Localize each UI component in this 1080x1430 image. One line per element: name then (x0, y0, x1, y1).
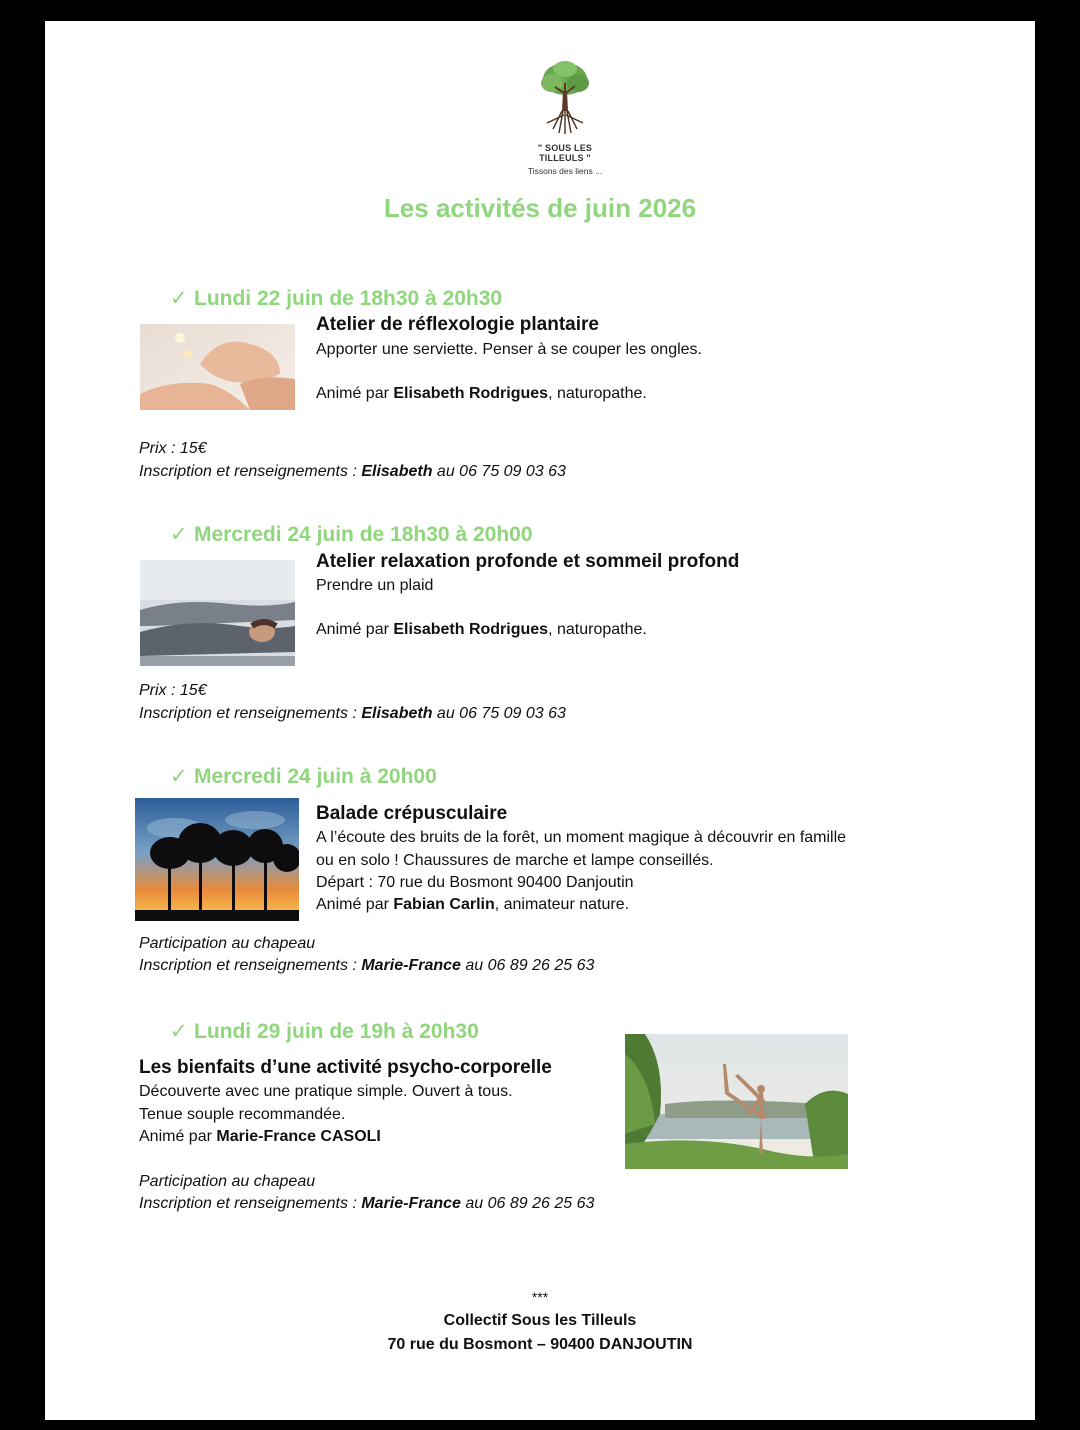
activity-title: Balade crépusculaire (316, 803, 508, 824)
activity-price: Prix : 15€ (139, 682, 207, 699)
activity-description: Apporter une serviette. Penser à se couper les ongles. (316, 341, 702, 358)
event-date: ✓ Mercredi 24 juin de 18h30 à 20h00 (170, 523, 533, 546)
event-date: ✓ Mercredi 24 juin à 20h00 (170, 765, 437, 788)
activity-departure: Départ : 70 rue du Bosmont 90400 Danjoutin (316, 874, 634, 891)
host-name: Marie-France CASOLI (216, 1128, 381, 1145)
sunset-forest-photo (135, 798, 299, 921)
activity-contact: Inscription et renseignements : Marie-France au 06 89 26 25 63 (139, 1195, 595, 1212)
activity-contact: Inscription et renseignements : Elisabeth au 06 75 09 03 63 (139, 705, 566, 722)
host-name: Elisabeth Rodrigues (393, 621, 549, 638)
activity-price: Participation au chapeau (139, 1173, 316, 1190)
contact-name: Marie-France (361, 957, 461, 974)
activity-description-line: Tenue souple recommandée. (139, 1106, 346, 1123)
reflexology-photo (140, 324, 295, 410)
tree-logo-icon (535, 59, 595, 135)
yoga-photo (625, 1034, 848, 1169)
activity-description-line: ou en solo ! Chaussures de marche et lampe conseillés. (316, 852, 714, 869)
activity-contact: Inscription et renseignements : Elisabeth au 06 75 09 03 63 (139, 463, 566, 480)
checkmark-icon: ✓ (170, 765, 188, 788)
relaxation-photo (140, 560, 295, 666)
activity-description-line: A l’écoute des bruits de la forêt, un moment magique à découvrir en famille (316, 829, 847, 846)
logo (515, 59, 615, 176)
checkmark-icon: ✓ (170, 523, 188, 546)
checkmark-icon: ✓ (170, 287, 188, 310)
footer-separator: *** (531, 1289, 549, 1305)
logo-name: " SOUS LES TILLEULS " (537, 143, 593, 163)
host-name: Elisabeth Rodrigues (393, 385, 549, 402)
activity-price: Prix : 15€ (139, 440, 207, 457)
event-date: ✓ Lundi 29 juin de 19h à 20h30 (170, 1020, 479, 1043)
activity-description-line: Découverte avec une pratique simple. Ouvert à tous. (139, 1083, 513, 1100)
logo-tagline: Tissons des liens ... (527, 166, 603, 176)
contact-name: Marie-France (361, 1195, 461, 1212)
activity-title: Les bienfaits d’une activité psycho-corporelle (139, 1057, 552, 1078)
activity-price: Participation au chapeau (139, 935, 316, 952)
checkmark-icon: ✓ (170, 1020, 188, 1043)
activity-host: Animé par Elisabeth Rodrigues, naturopathe. (316, 621, 647, 638)
host-name: Fabian Carlin (393, 896, 495, 913)
event-date: ✓ Lundi 22 juin de 18h30 à 20h30 (170, 287, 503, 310)
flyer-page (45, 21, 1035, 1420)
footer-address: 70 rue du Bosmont – 90400 DANJOUTIN (387, 1336, 693, 1353)
page-title: Les activités de juin 2026 (383, 193, 697, 223)
activity-description: Prendre un plaid (316, 577, 434, 594)
activity-host: Animé par Fabian Carlin, animateur nature. (316, 896, 630, 913)
contact-name: Elisabeth (361, 705, 433, 722)
activity-contact: Inscription et renseignements : Marie-France au 06 89 26 25 63 (139, 957, 595, 974)
activity-host: Animé par Elisabeth Rodrigues, naturopathe. (316, 385, 647, 402)
contact-name: Elisabeth (361, 463, 433, 480)
footer-organization: Collectif Sous les Tilleuls (443, 1312, 637, 1329)
activity-host: Animé par Marie-France CASOLI (139, 1128, 381, 1145)
activity-title: Atelier de réflexologie plantaire (316, 314, 599, 335)
activity-title: Atelier relaxation profonde et sommeil profond (316, 551, 740, 572)
